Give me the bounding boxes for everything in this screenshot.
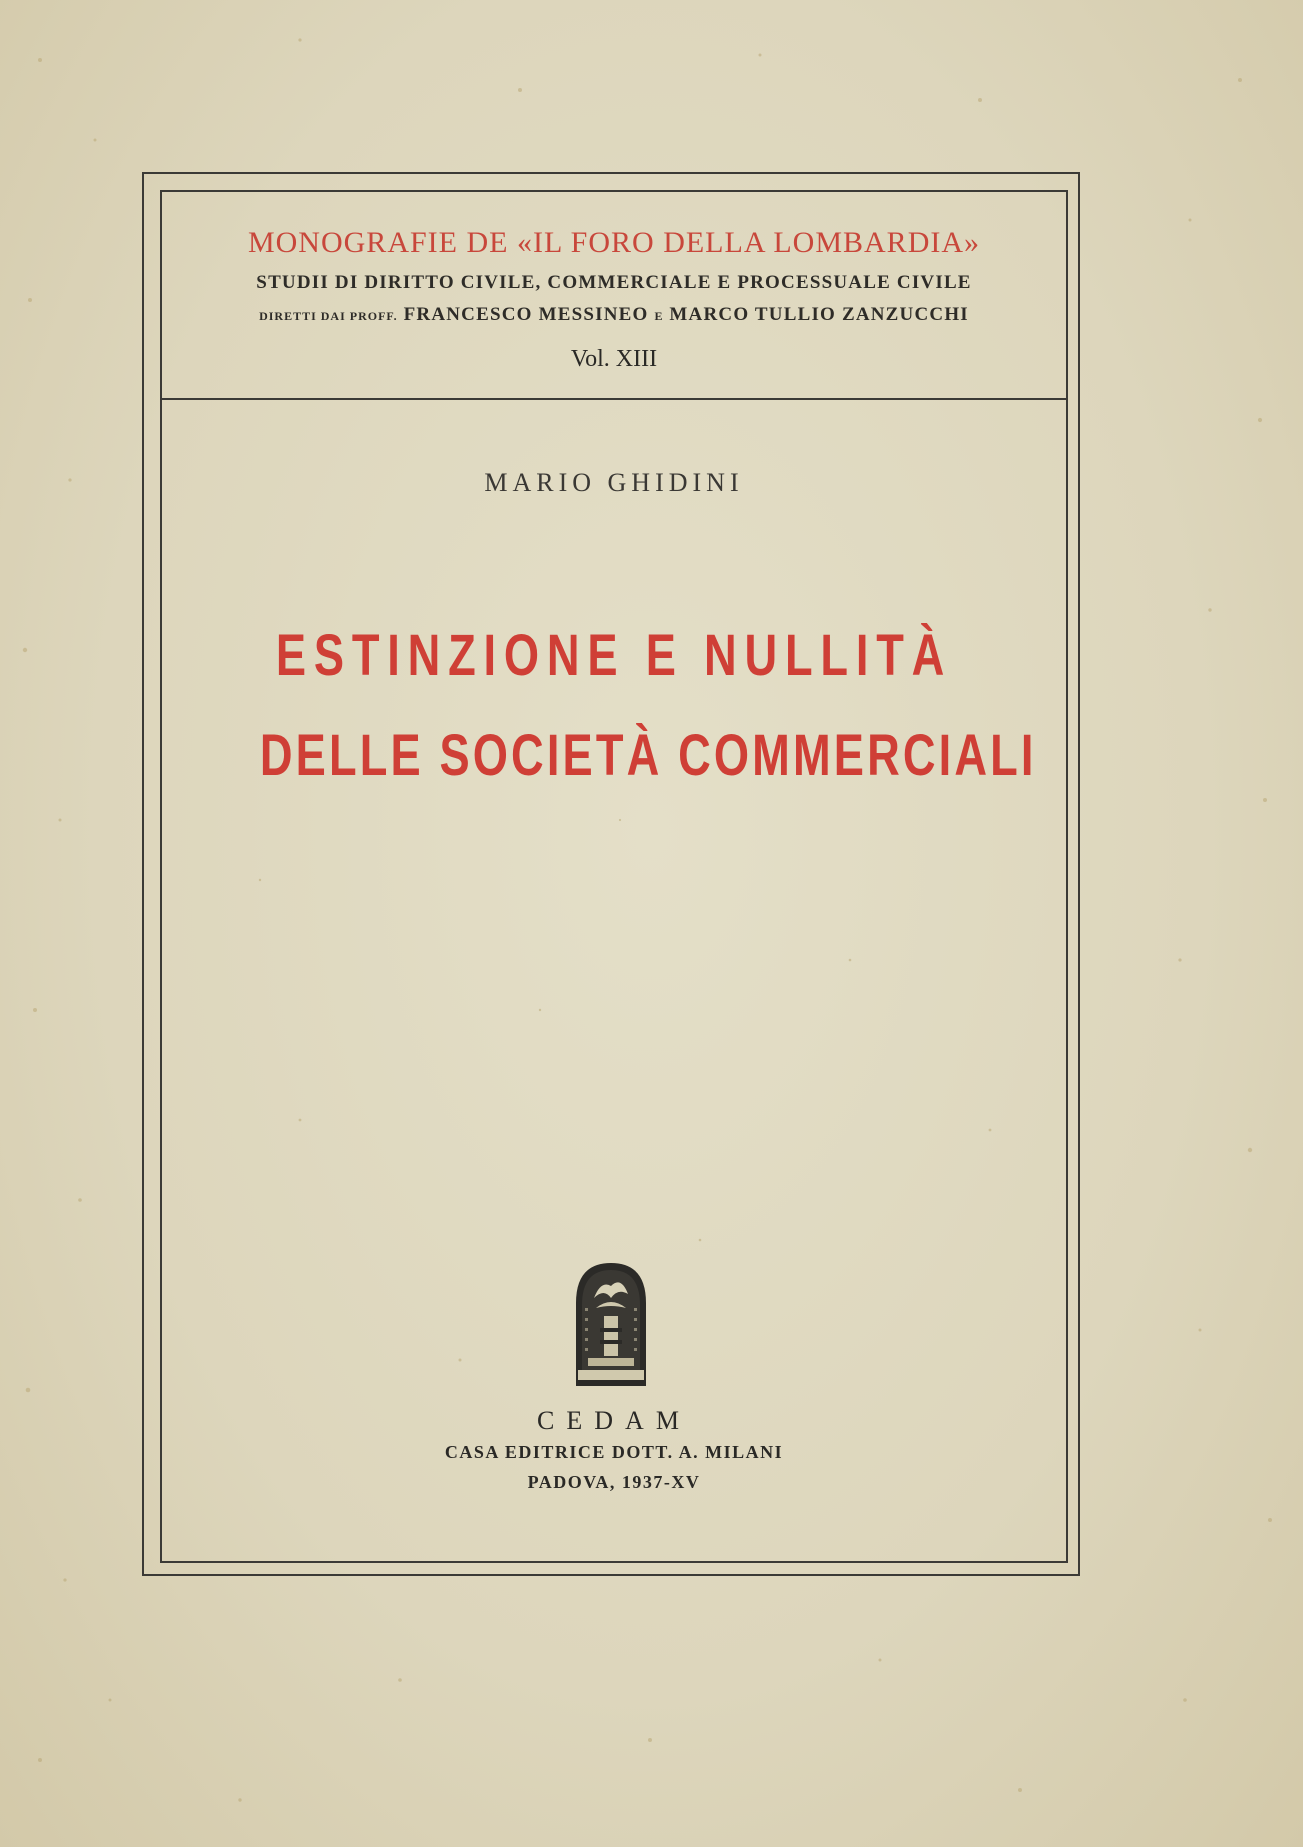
book-title-line-1: ESTINZIONE E NULLITÀ: [275, 623, 953, 688]
editor-name-1: FRANCESCO MESSINEO: [403, 304, 649, 325]
series-title: MONOGRAFIE DE «IL FORO DELLA LOMBARDIA»: [247, 226, 981, 259]
book-title-line-2: DELLE SOCIETÀ COMMERCIALI: [259, 723, 1037, 788]
header-divider: [160, 398, 1068, 400]
publisher-place-year: PADOVA, 1937-XV: [527, 1472, 701, 1492]
publisher-logo-icon: [566, 1258, 656, 1388]
editors-prefix: DIRETTI DAI PROFF.: [259, 309, 398, 323]
volume-number: Vol. XIII: [570, 346, 658, 372]
series-editors: [160, 304, 1068, 326]
editor-name-2: MARCO TULLIO ZANZUCCHI: [669, 304, 969, 325]
publisher-house: CASA EDITRICE DOTT. A. MILANI: [444, 1442, 784, 1462]
editors-and: E: [654, 309, 664, 323]
publisher-name: CEDAM: [537, 1406, 691, 1435]
author-name: MARIO GHIDINI: [484, 468, 744, 497]
series-subtitle: STUDII DI DIRITTO CIVILE, COMMERCIALE E PROCESSUALE CIVILE: [256, 272, 972, 293]
